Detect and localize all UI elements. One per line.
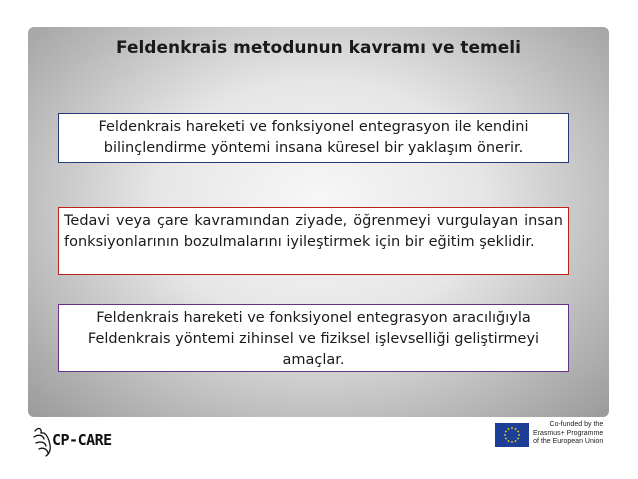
text-box-aim: Feldenkrais hareketi ve fonksiyonel entegrasyon aracılığıyla Feldenkrais yöntemi zihinsel ve fiziksel işlevselliği geliştirmeyi amaçlar. bbox=[58, 304, 569, 372]
text-box-education: Tedavi veya çare kavramından ziyade, öğrenmeyi vurgulayan insan fonksiyonlarının bozulmalarını iyileştirmek için bir eğitim şeklidir. bbox=[58, 207, 569, 275]
slide-title: Feldenkrais metodunun kavramı ve temeli bbox=[116, 38, 521, 58]
text-box-definition: Feldenkrais hareketi ve fonksiyonel entegrasyon ile kendini bilinçlendirme yöntemi insana küresel bir yaklaşım önerir. bbox=[58, 113, 569, 163]
eu-line-1: Co-funded by the bbox=[549, 421, 604, 428]
eu-line-2: Erasmus+ Programme bbox=[533, 429, 604, 437]
eu-flag-icon bbox=[495, 423, 529, 447]
eu-cofunding-text bbox=[533, 421, 603, 447]
eu-line-3: of the European Union bbox=[533, 438, 604, 445]
cp-care-logo-text: CP-CARE bbox=[52, 431, 112, 449]
